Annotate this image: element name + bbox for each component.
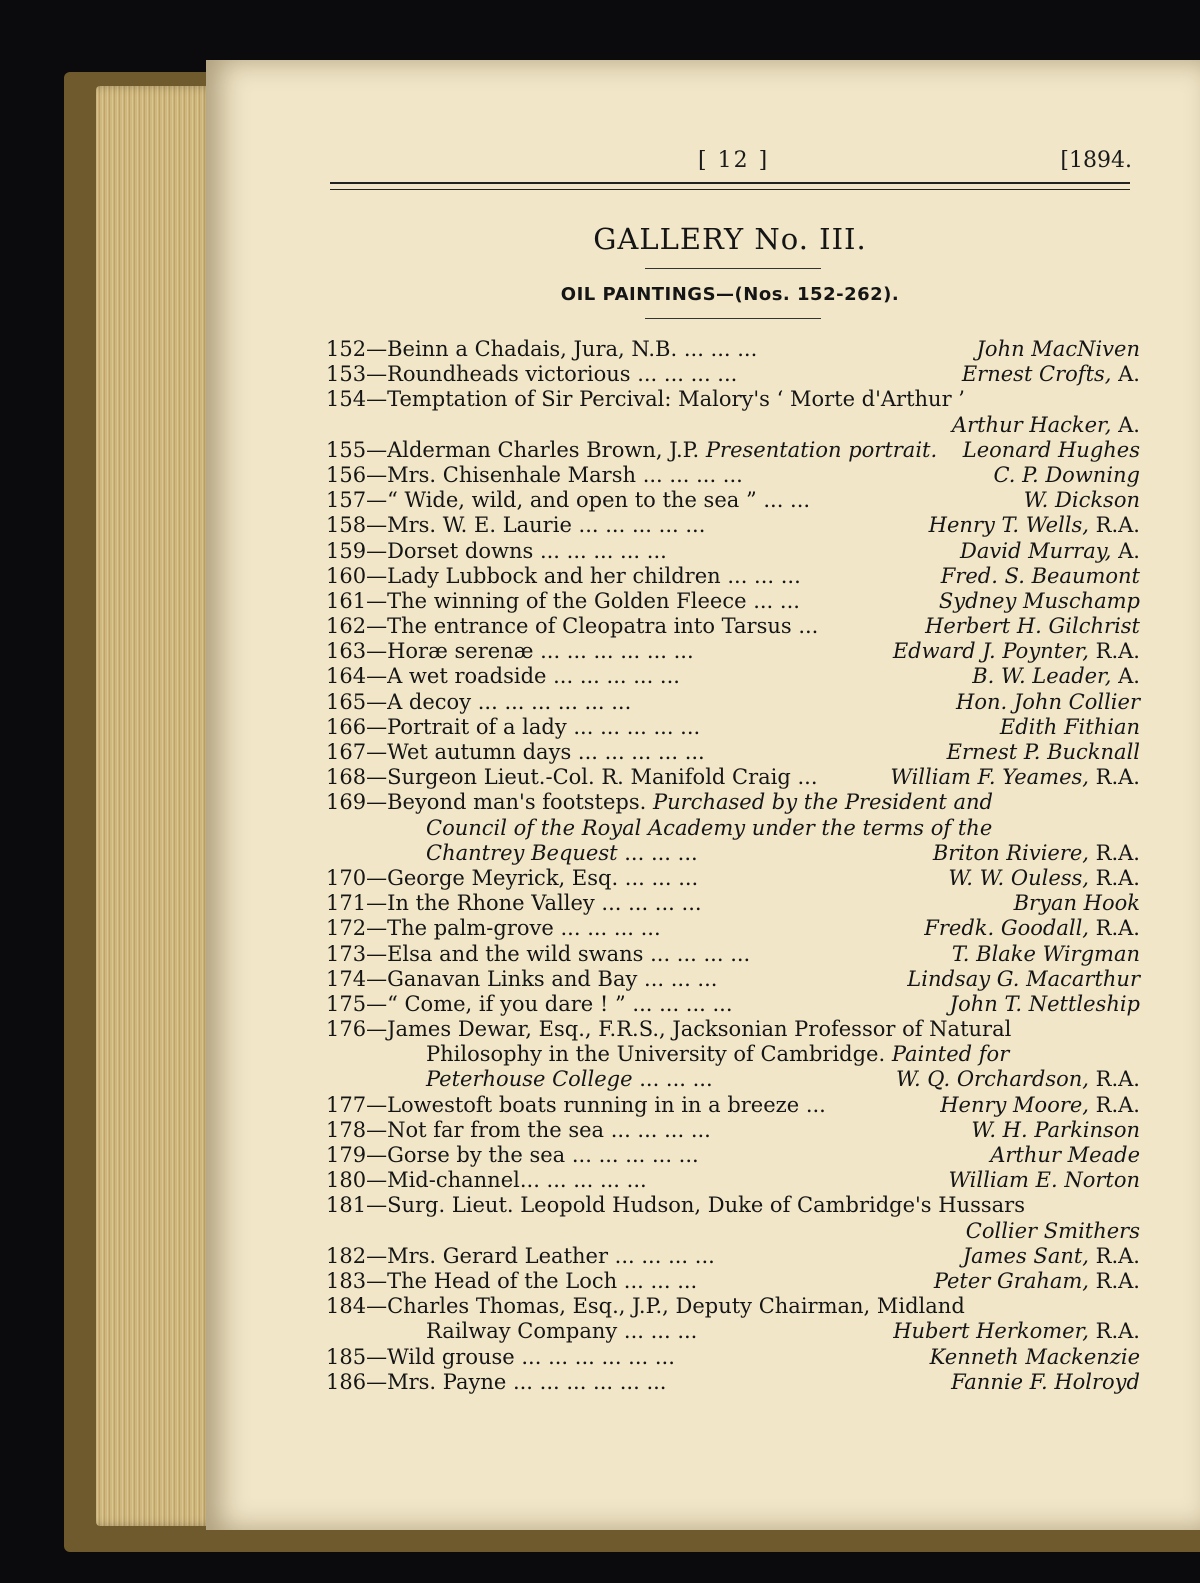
entry-text: 173—Elsa and the wild swans ... ... ... ... [326,941,751,966]
catalogue-line [326,1042,1140,1067]
entry-title [326,1269,697,1294]
entry-text: 184—Charles Thomas, Esq., J.P., Deputy Chairman, Midland [326,1294,965,1319]
entry-title [326,765,818,790]
entry-text: 177—Lowestoft boats running in in a breeze ... [326,1092,826,1117]
artist-text: Leonard Hughes [962,437,1140,462]
catalogue-line [326,942,1140,967]
catalogue-line [326,967,1140,992]
entry-title [326,539,667,564]
artist-name [925,614,1140,639]
artist-text: Fredk. Goodall, [924,916,1089,941]
catalogue-line [326,362,1140,387]
running-head [332,148,1138,178]
page-title: GALLERY No. III. [593,222,867,256]
entry-title [326,513,705,538]
entry-title [326,1143,699,1168]
entry-title [326,916,661,941]
artist-name [952,413,1140,438]
artist-name [896,1067,1140,1092]
entry-title [326,488,810,513]
catalogue-line [326,539,1140,564]
entry-text: 176—James Dewar, Esq., F.R.S., Jacksonian Professor of Natural [326,1017,1012,1042]
title-rule [645,268,821,269]
artist-text: W. Q. Orchardson, [896,1067,1089,1092]
entry-title [326,891,702,916]
entry-leader: ... ... ... [617,840,698,865]
artist-name [960,539,1140,564]
artist-suffix: A. [1111,412,1140,437]
entry-title [326,1319,697,1344]
artist-name [948,1168,1140,1193]
artist-name [893,639,1140,664]
artist-text: Hon. John Collier [956,689,1140,714]
catalogue-line [326,740,1140,765]
entry-title [326,1370,666,1395]
artist-suffix: R.A. [1088,865,1140,890]
entry-title [326,740,705,765]
entry-note: Presentation portrait. [699,437,938,462]
entry-title [326,715,700,740]
catalogue-line [326,438,1140,463]
entry-text: 185—Wild grouse ... ... ... ... ... ... [326,1344,675,1369]
artist-text: James Sant, [962,1243,1089,1268]
entry-title [326,866,698,891]
artist-text: Collier Smithers [965,1218,1140,1243]
entry-text: 160—Lady Lubbock and her children ... ... ... [326,563,801,588]
artist-name [940,1093,1140,1118]
entry-note: Chantrey Bequest [426,840,618,865]
artist-name [947,740,1140,765]
artist-text: Sydney Muschamp [938,588,1140,613]
entry-title [326,438,937,463]
entry-text: 170—George Meyrick, Esq. ... ... ... [326,865,699,890]
artist-suffix: A. [1111,538,1140,563]
catalogue-line [326,1168,1140,1193]
artist-name [966,1219,1140,1244]
artist-suffix: R.A. [1088,513,1140,538]
catalogue-line [326,1118,1140,1143]
entry-text: Philosophy in the University of Cambridge. [426,1042,886,1067]
catalogue-line [326,1345,1140,1370]
artist-text: Arthur Meade [990,1143,1140,1167]
artist-text: Ernest Crofts, [961,362,1112,387]
entry-text: 182—Mrs. Gerard Leather ... ... ... ... [326,1243,715,1268]
artist-name [890,765,1140,790]
artist-name [977,337,1140,362]
entry-title [326,1042,1009,1067]
catalogue-line [326,1294,1140,1319]
entry-text: 178—Not far from the sea ... ... ... ... [326,1117,711,1142]
entry-text: Railway Company ... ... ... [426,1319,698,1344]
entry-title [326,992,733,1017]
artist-text: W. W. Ouless, [948,865,1089,890]
entry-text: 167—Wet autumn days ... ... ... ... ... [326,740,705,764]
artist-suffix: A. [1111,362,1140,387]
entry-text: 168—Surgeon Lieut.-Col. R. Manifold Craig ... [326,765,818,790]
entry-text: 162—The entrance of Cleopatra into Tarsus ... [326,614,819,639]
catalogue-line [326,1370,1140,1395]
entry-title [326,589,800,614]
entry-title [326,463,743,488]
entry-text: 161—The winning of the Golden Fleece ... ... [326,588,800,613]
artist-text: Henry T. Wells, [928,513,1089,538]
artist-name [972,664,1140,689]
catalogue-line [326,891,1140,916]
entry-title [326,1118,711,1143]
artist-suffix: A. [1111,664,1140,689]
artist-name [934,1269,1140,1294]
artist-text: Kenneth Mackenzie [929,1344,1140,1369]
entry-title [326,387,965,412]
entry-text: 181—Surg. Lieut. Leopold Hudson, Duke of Cambridge's Hussars [326,1193,1025,1218]
artist-name [939,589,1140,614]
catalogue-line [326,1244,1140,1269]
artist-text: B. W. Leader, [972,664,1112,689]
artist-name [993,463,1140,488]
artist-name [971,1118,1140,1143]
artist-name [924,916,1140,941]
entry-title [326,790,993,815]
entry-text: 163—Horæ serenæ ... ... ... ... ... ... [326,639,694,664]
artist-name [956,690,1140,715]
entry-text: 152—Beinn a Chadais, Jura, N.B. ... ... ... [326,337,758,361]
artist-text: Edith Fithian [999,714,1140,739]
artist-text: Herbert H. Gilchrist [925,614,1140,639]
entry-title [326,942,750,967]
catalogue-line [326,614,1140,639]
entry-text: 171—In the Rhone Valley ... ... ... ... [326,891,702,916]
entry-text: 156—Mrs. Chisenhale Marsh ... ... ... ... [326,462,743,487]
artist-name [951,1370,1140,1395]
entry-note: Council of the Royal Academy under the terms of the [426,815,993,840]
entry-title [326,337,757,362]
entry-text: 158—Mrs. W. E. Laurie ... ... ... ... ... [326,513,706,538]
catalogue-line [326,1319,1140,1344]
artist-name [893,1319,1140,1344]
entry-text: 175—“ Come, if you dare ! ” ... ... ... ... [326,991,733,1016]
artist-text: William F. Yeames, [890,765,1089,790]
artist-name [950,992,1140,1017]
artist-text: Fannie F. Holroyd [951,1369,1140,1394]
artist-text: Edward J. Poynter, [892,639,1089,664]
artist-suffix: R.A. [1088,1067,1140,1092]
artist-text: C. P. Downing [993,462,1140,487]
catalogue-line [326,387,1140,412]
catalogue-line [326,1193,1140,1218]
entry-title [326,816,992,841]
artist-name [1000,715,1140,740]
entry-text: 159—Dorset downs ... ... ... ... ... [326,538,667,563]
catalogue-line [326,690,1140,715]
entry-title [326,841,698,866]
catalogue-line [326,1017,1140,1042]
artist-text: David Murray, [960,538,1112,563]
entry-note: Painted for [885,1042,1010,1067]
artist-text: John MacNiven [976,337,1140,361]
catalogue-line [326,916,1140,941]
artist-text: John T. Nettleship [949,991,1140,1016]
catalogue-line [326,992,1140,1017]
artist-name [1024,488,1140,513]
artist-suffix: R.A. [1088,639,1140,664]
entry-text: 157—“ Wide, wild, and open to the sea ” ... ... [326,488,811,513]
artist-name [952,942,1140,967]
entry-title [326,564,801,589]
entry-title [326,1345,675,1370]
artist-text: Peter Graham, [933,1268,1089,1293]
catalogue-line [326,337,1140,362]
entry-text: 166—Portrait of a lady ... ... ... ... ... [326,714,701,739]
catalogue-line [326,413,1140,438]
artist-name [948,866,1140,891]
artist-text: Bryan Hook [1013,891,1140,916]
entry-title [326,1168,647,1193]
page-edges [96,86,216,1526]
entry-text: 165—A decoy ... ... ... ... ... ... [326,689,632,714]
entry-text: 154—Temptation of Sir Percival: Malory's ‘ Morte d'Arthur ’ [326,387,965,412]
entry-title [326,639,694,664]
catalogue-line [326,816,1140,841]
artist-name [930,1345,1140,1370]
entry-text: 169—Beyond man's footsteps. [326,790,647,815]
entry-title [326,1244,715,1269]
catalogue-line [326,715,1140,740]
artist-text: Fred. S. Beaumont [940,563,1140,588]
catalogue-line [326,765,1140,790]
page-number: [ 12 ] [698,148,770,173]
catalogue-line [326,790,1140,815]
artist-text: W. H. Parkinson [971,1117,1140,1142]
entry-title [326,1093,826,1118]
year: [1894. [1060,148,1132,173]
artist-suffix: R.A. [1088,1268,1140,1293]
catalogue-line [326,1269,1140,1294]
entry-title [326,614,818,639]
section-subtitle: OIL PAINTINGS—(Nos. 152-262). [560,284,900,305]
catalogue-list [326,337,1140,1395]
artist-text: Hubert Herkomer, [893,1319,1089,1344]
artist-text: Ernest P. Bucknall [946,740,1140,764]
catalogue-line [326,589,1140,614]
artist-name [933,841,1140,866]
entry-title [326,1017,1011,1042]
entry-text: 155—Alderman Charles Brown, J.P. [326,437,700,462]
artist-text: Briton Riviere, [932,840,1089,865]
artist-suffix: R.A. [1088,1092,1140,1117]
entry-title [326,362,737,387]
catalogue-line [326,564,1140,589]
entry-note: Peterhouse College [426,1067,633,1092]
artist-text: Arthur Hacker, [951,412,1112,437]
entry-note: Purchased by the President and [646,790,993,815]
entry-text: 174—Ganavan Links and Bay ... ... ... [326,966,718,991]
entry-text: 172—The palm-grove ... ... ... ... [326,916,661,941]
entry-text: 179—Gorse by the sea ... ... ... ... ... [326,1143,699,1167]
artist-text: W. Dickson [1023,488,1140,513]
catalogue-line [326,1093,1140,1118]
artist-suffix: R.A. [1088,1319,1140,1344]
artist-text: Henry Moore, [940,1092,1089,1117]
catalogue-line [326,1143,1140,1168]
artist-text: Lindsay G. Macarthur [907,966,1140,991]
catalogue-line [326,513,1140,538]
artist-name [1014,891,1140,916]
catalogue-line [326,841,1140,866]
artist-name [990,1143,1140,1168]
artist-text: T. Blake Wirgman [951,941,1140,966]
artist-text: William E. Norton [948,1168,1140,1193]
subtitle-rule [645,318,821,319]
entry-text: 180—Mid-channel... ... ... ... ... [326,1168,647,1193]
catalogue-line [326,1067,1140,1092]
artist-suffix: R.A. [1088,840,1140,865]
entry-text: 183—The Head of the Loch ... ... ... [326,1268,698,1293]
entry-title [326,1067,713,1092]
entry-text: 164—A wet roadside ... ... ... ... ... [326,664,680,689]
entry-title [326,664,680,689]
entry-title [326,967,717,992]
entry-text: 186—Mrs. Payne ... ... ... ... ... ... [326,1369,667,1394]
artist-name [907,967,1140,992]
artist-name [962,362,1140,387]
catalogue-line [326,866,1140,891]
catalogue-line [326,463,1140,488]
catalogue-line [326,639,1140,664]
catalogue-line [326,664,1140,689]
header-rule [330,182,1130,190]
artist-name [963,438,1140,463]
catalogue-line [326,488,1140,513]
entry-title [326,1193,1025,1218]
entry-title [326,690,631,715]
entry-leader: ... ... ... [632,1067,713,1092]
artist-suffix: R.A. [1088,1243,1140,1268]
catalogue-line [326,1219,1140,1244]
entry-title [326,1294,965,1319]
entry-text: 153—Roundheads victorious ... ... ... ... [326,362,738,387]
artist-name [941,564,1140,589]
artist-name [929,513,1140,538]
artist-name [963,1244,1140,1269]
artist-suffix: R.A. [1088,916,1140,941]
artist-suffix: R.A. [1088,765,1140,790]
